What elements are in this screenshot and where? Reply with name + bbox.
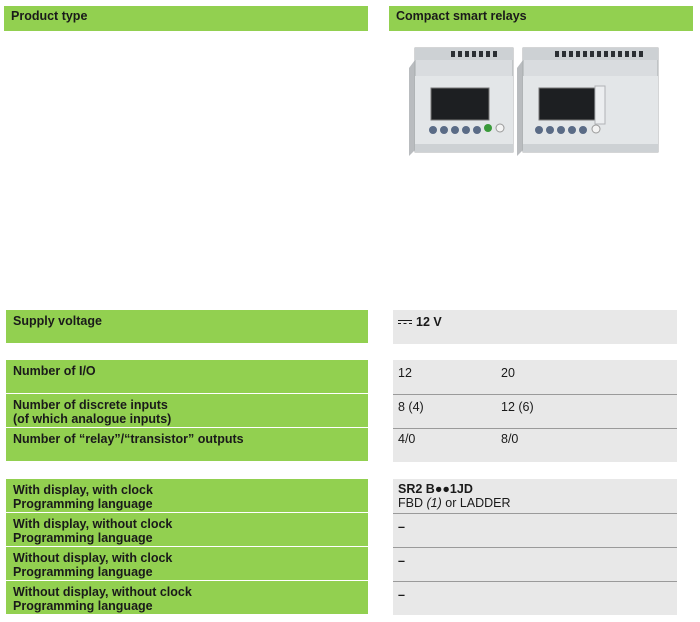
io-count-20: 20 bbox=[501, 366, 515, 380]
relay-module-large bbox=[517, 48, 658, 156]
row-divider bbox=[393, 394, 677, 395]
ref-row-label-line1: Without display, with clock bbox=[13, 551, 173, 565]
row-divider bbox=[393, 428, 677, 429]
ref-row-nodisplay-clock-label bbox=[6, 547, 368, 581]
ref-row-label-line1: With display, without clock bbox=[13, 517, 173, 531]
supply-voltage-label: Supply voltage bbox=[6, 310, 368, 344]
supply-voltage-text: 12 V bbox=[416, 315, 442, 329]
row-divider bbox=[393, 547, 677, 548]
ref-value-nodisplay-noclock: – bbox=[398, 588, 405, 602]
lang-fbd: FBD bbox=[398, 496, 423, 510]
ref-row-nodisplay-noclock-label bbox=[6, 581, 368, 615]
supply-voltage-value bbox=[398, 315, 442, 329]
outputs-value-12: 4/0 bbox=[398, 432, 416, 446]
ref-row-label-line2: Programming language bbox=[13, 565, 153, 579]
reference-code: SR2 B●●1JD bbox=[398, 482, 473, 496]
ref-row-label-line1: Without display, without clock bbox=[13, 585, 192, 599]
ref-value-display-clock bbox=[398, 482, 511, 510]
outputs-value-20: 8/0 bbox=[501, 432, 519, 446]
discrete-inputs-label bbox=[6, 394, 368, 428]
ref-row-display-noclock-label bbox=[6, 513, 368, 547]
ref-row-display-clock-label bbox=[6, 479, 368, 513]
row-divider bbox=[393, 581, 677, 582]
outputs-label: Number of “relay”/“transistor” outputs bbox=[6, 428, 368, 462]
row-divider bbox=[393, 513, 677, 514]
dc-symbol-icon bbox=[398, 320, 412, 324]
io-values-cell bbox=[393, 360, 677, 462]
ref-row-label-line2: Programming language bbox=[13, 599, 153, 613]
product-image bbox=[395, 38, 667, 166]
ref-row-label-line1: With display, with clock bbox=[13, 483, 153, 497]
compact-smart-relays-header: Compact smart relays bbox=[389, 6, 693, 32]
product-type-header: Product type bbox=[4, 6, 368, 32]
ref-value-display-noclock: – bbox=[398, 520, 405, 534]
ref-row-label-line2: Programming language bbox=[13, 497, 153, 511]
lang-ladder: or LADDER bbox=[445, 496, 511, 510]
relay-module-small bbox=[409, 48, 513, 156]
ref-row-label-line2: Programming language bbox=[13, 531, 153, 545]
ref-value-nodisplay-clock: – bbox=[398, 554, 405, 568]
discrete-inputs-label-line2: (of which analogue inputs) bbox=[13, 412, 172, 426]
discrete-inputs-label-line1: Number of discrete inputs bbox=[13, 398, 168, 412]
io-count-12: 12 bbox=[398, 366, 412, 380]
inputs-value-12: 8 (4) bbox=[398, 400, 424, 414]
inputs-value-20: 12 (6) bbox=[501, 400, 534, 414]
programming-language-value bbox=[398, 496, 511, 510]
footnote-ref: (1) bbox=[426, 496, 442, 510]
number-of-io-label: Number of I/O bbox=[6, 360, 368, 394]
